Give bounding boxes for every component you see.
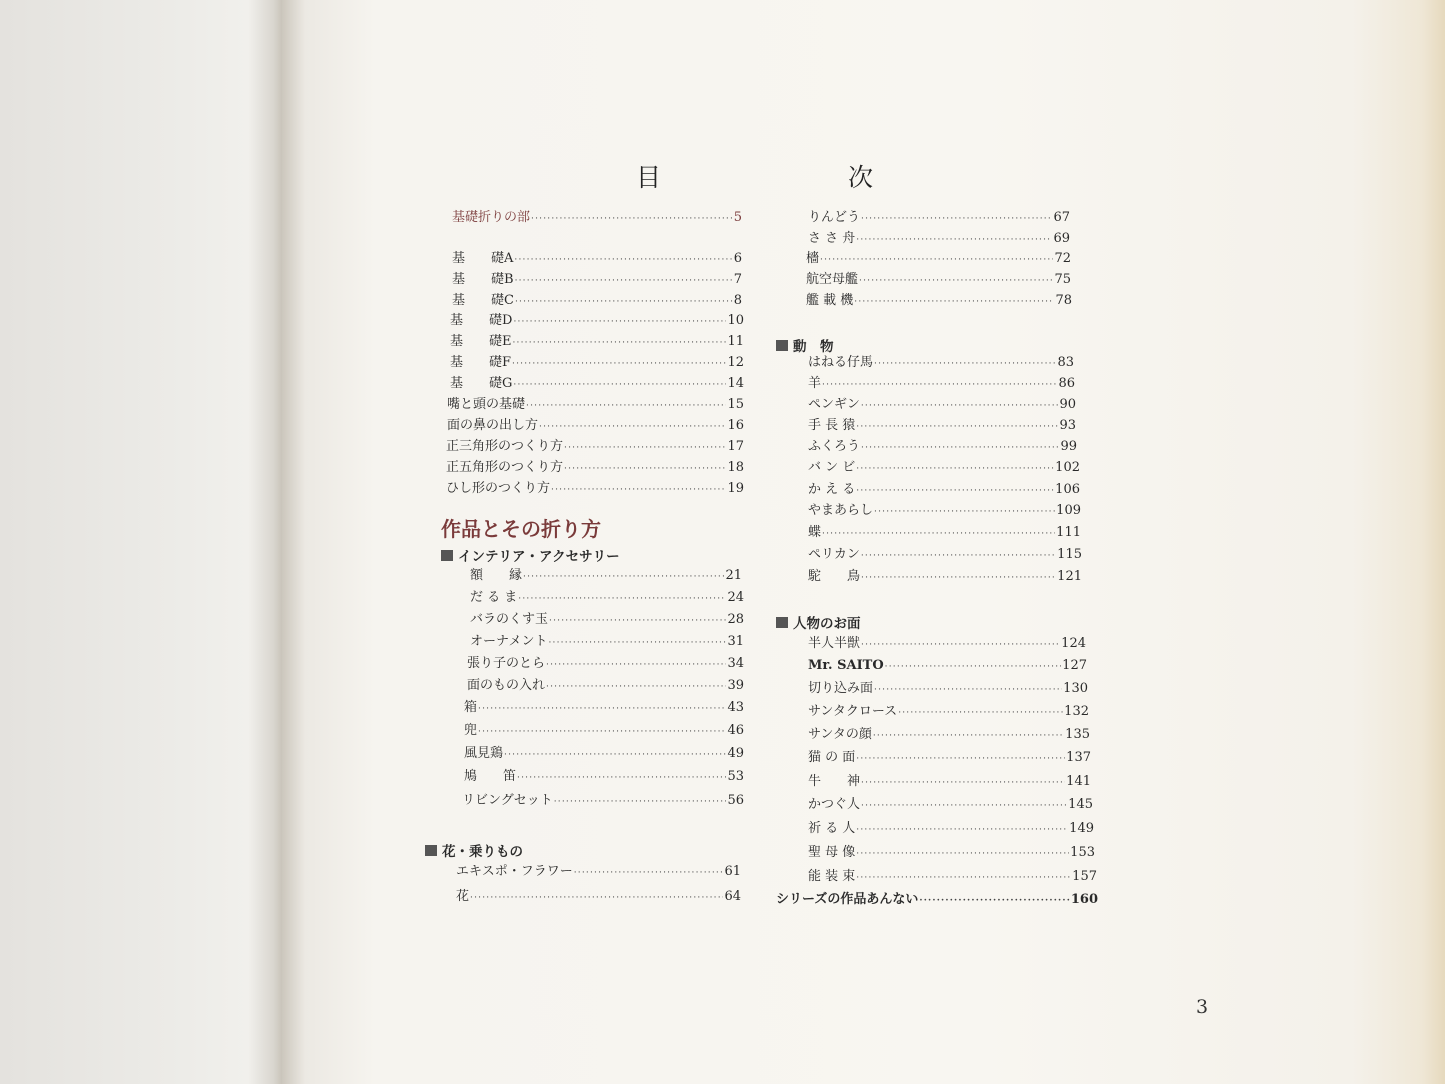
square-bullet-icon bbox=[776, 617, 788, 628]
section-flowers: 花・乗りもの bbox=[425, 840, 523, 860]
square-bullet-icon bbox=[425, 845, 437, 856]
toc-entry: だ る ま ····· 24 bbox=[470, 590, 744, 607]
toc-entry: 能 装 束 ····· 157 bbox=[808, 869, 1097, 886]
toc-entry: ペンギン ····· 90 bbox=[808, 397, 1076, 414]
toc-entry: やまあらし ····· 109 bbox=[808, 503, 1081, 520]
toc-entry: 兜 ····· 46 bbox=[464, 723, 744, 740]
toc-entry: オーナメント ····· 31 bbox=[470, 634, 744, 651]
toc-entry: 基 礎E ····· 11 bbox=[450, 334, 744, 351]
toc-entry: バ ン ビ ····· 102 bbox=[808, 460, 1080, 477]
toc-entry: 基 礎F ····· 12 bbox=[450, 355, 744, 372]
toc-entry: 猫 の 面 ····· 137 bbox=[808, 750, 1091, 767]
toc-entry: はねる仔馬 ····· 83 bbox=[808, 355, 1074, 372]
toc-entry-series: シリーズの作品あんない ····· 160 bbox=[776, 892, 1098, 909]
toc-entry: 半人半獣 ····· 124 bbox=[808, 636, 1086, 653]
square-bullet-icon bbox=[776, 340, 788, 351]
section-interior: インテリア・アクセサリー bbox=[441, 545, 620, 565]
section-animals: 動 物 bbox=[776, 335, 834, 355]
toc-entry: 檣 ····· 72 bbox=[806, 251, 1071, 268]
toc-entry: 鳩 笛 ····· 53 bbox=[464, 769, 744, 786]
toc-entry: 基 礎D ····· 10 bbox=[450, 313, 744, 330]
toc-entry: 牛 神 ····· 141 bbox=[808, 774, 1091, 791]
toc-entry: 正三角形のつくり方 ····· 17 bbox=[446, 439, 744, 456]
toc-entry: 切り込み面 ····· 130 bbox=[808, 681, 1088, 698]
toc-entry: 正五角形のつくり方 ····· 18 bbox=[446, 460, 744, 477]
toc-entry: 艦 載 機 ····· 78 bbox=[806, 293, 1072, 310]
toc-entry: かつぐ人 ····· 145 bbox=[808, 797, 1093, 814]
square-bullet-icon bbox=[441, 550, 453, 561]
toc-entry: 箱 ····· 43 bbox=[464, 700, 744, 717]
toc-entry: 航空母艦 ····· 75 bbox=[806, 272, 1071, 289]
left-page bbox=[0, 0, 282, 1084]
toc-entry: 額 縁 ····· 21 bbox=[470, 568, 742, 585]
toc-entry: 基 礎B ····· 7 bbox=[452, 272, 742, 289]
toc-entry: サンタの顔 ····· 135 bbox=[808, 727, 1090, 744]
toc-entry: ふくろう ····· 99 bbox=[808, 439, 1077, 456]
toc-entry: か え る ····· 106 bbox=[808, 482, 1080, 499]
toc-entry: 基 礎A ····· 6 bbox=[452, 251, 742, 268]
toc-title-left: 目 bbox=[636, 163, 662, 192]
entry-page: 5 bbox=[733, 210, 742, 225]
toc-entry: 羊 ····· 86 bbox=[808, 376, 1075, 393]
toc-entry: 面の鼻の出し方 ····· 16 bbox=[447, 418, 744, 435]
toc-entry: ペリカン ····· 115 bbox=[808, 547, 1082, 564]
toc-entry: 手 長 猿 ····· 93 bbox=[808, 418, 1076, 435]
toc-entry: Mr. SAITO ····· 127 bbox=[808, 658, 1087, 675]
toc-entry: ひし形のつくり方 ····· 19 bbox=[446, 481, 744, 498]
toc-title-right: 次 bbox=[848, 163, 874, 192]
page-number: 3 bbox=[1196, 996, 1209, 1018]
toc-entry: 聖 母 像 ····· 153 bbox=[808, 845, 1095, 862]
part2-title: 作品とその折り方 bbox=[441, 517, 601, 541]
toc-entry: りんどう ····· 67 bbox=[808, 210, 1070, 227]
toc-entry: 花 ····· 64 bbox=[456, 889, 741, 906]
toc-entry: リビングセット ····· 56 bbox=[462, 793, 744, 810]
toc-entry: 張り子のとら ····· 34 bbox=[467, 656, 744, 673]
section-masks: 人物のお面 bbox=[776, 612, 861, 632]
entry-label: 基礎折りの部 bbox=[452, 210, 531, 225]
toc-entry-part1 bbox=[452, 210, 742, 227]
toc-entry: サンタクロース ····· 132 bbox=[808, 704, 1089, 721]
toc-entry: さ さ 舟 ····· 69 bbox=[808, 231, 1070, 248]
toc-entry: 蝶 ····· 111 bbox=[808, 525, 1081, 542]
toc-entry: 風見鶏 ····· 49 bbox=[464, 746, 744, 763]
toc-entry: バラのくす玉 ····· 28 bbox=[470, 612, 744, 629]
toc-entry: 基 礎G ····· 14 bbox=[450, 376, 744, 393]
toc-entry: 祈 る 人 ····· 149 bbox=[808, 821, 1094, 838]
toc-entry: エキスポ・フラワー ····· 61 bbox=[456, 864, 741, 881]
toc-entry: 面のもの入れ ····· 39 bbox=[467, 678, 744, 695]
toc-entry: 嘴と頭の基礎 ····· 15 bbox=[447, 397, 744, 414]
toc-entry: 基 礎C ····· 8 bbox=[452, 293, 742, 310]
toc-entry: 駝 鳥 ····· 121 bbox=[808, 569, 1082, 586]
